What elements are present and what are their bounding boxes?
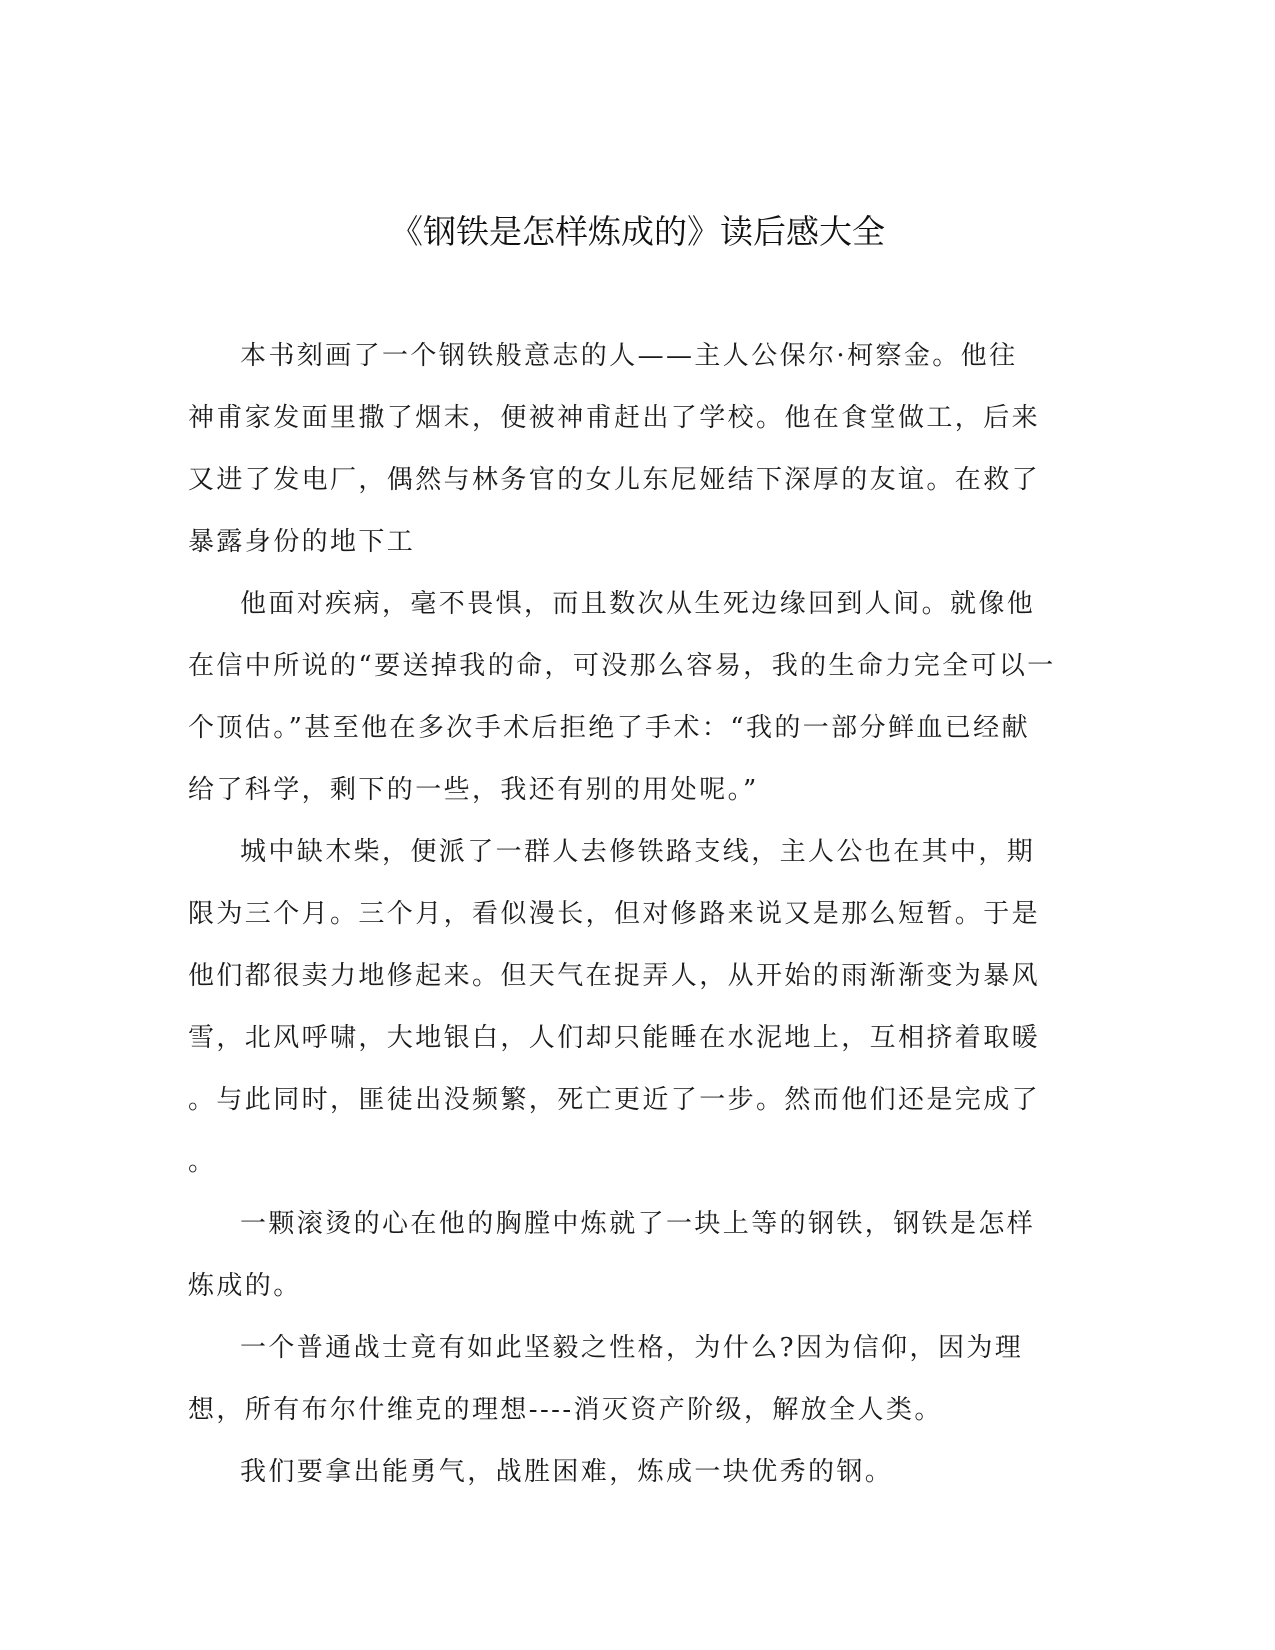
document-title: 《钢铁是怎样炼成的》读后感大全 (390, 212, 885, 251)
paragraph-3: 城中缺木柴，便派了一群人去修铁路支线，主人公也在其中，期 限为三个月。三个月，看似漫长，但对修路来说又是那么短暂。于是 他们都很卖力地修起来。但天气在捉弄人，从开始的雨渐渐变为暴风 雪，北风呼啸，大地银白，人们却只能睡在水泥地上，互相挤着取暖 。与此同时，匪徒出没频繁，死亡更近了一步。然而他们还是完成了 。 (188, 837, 1041, 1177)
paragraph-6: 我们要拿出能勇气，战胜困难，炼成一块优秀的钢。 (240, 1457, 894, 1487)
paragraph-1: 本书刻画了一个钢铁般意志的人——主人公保尔·柯察金。他往 神甫家发面里撒了烟末，便被神甫赶出了学校。他在食堂做工，后来 又进了发电厂，偶然与林务官的女儿东尼娅结下深厚的友谊。在救了 暴露身份的地下工 (188, 341, 1041, 557)
paragraph-4: 一颗滚烫的心在他的胸膛中炼就了一块上等的钢铁，钢铁是怎样 炼成的。 (188, 1209, 1036, 1301)
paragraph-2: 他面对疾病，毫不畏惧，而且数次从生死边缘回到人间。就像他 在信中所说的“要送掉我的命，可没那么容易，我的生命力完全可以一 个顶估。”甚至他在多次手术后拒绝了手术：“我的一部分鲜血已经献 给了科学，剩下的一些，我还有别的用处呢。” (188, 589, 1056, 805)
paragraph-5: 一个普通战士竟有如此坚毅之性格，为什么?因为信仰，因为理 想，所有布尔什维克的理想----消灭资产阶级，解放全人类。 (188, 1333, 1024, 1425)
document-body (188, 325, 1068, 1503)
